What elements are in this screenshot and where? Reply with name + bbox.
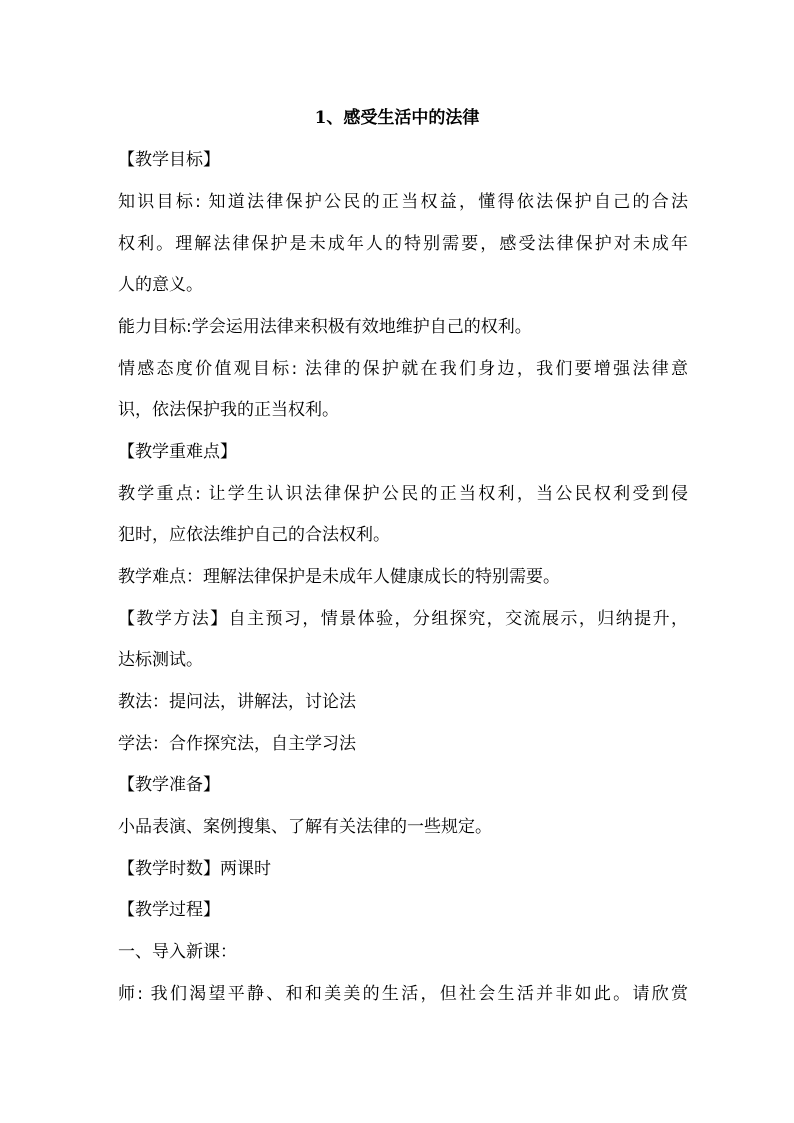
- document-title: 1、感受生活中的法律: [314, 108, 480, 128]
- paragraph-line: 情感态度价值观目标: 法律的保护就在我们身边，我们要增强法律意: [118, 359, 688, 379]
- section-heading-objectives: 【教学目标】: [118, 150, 220, 170]
- paragraph-line: 一、导入新课：: [118, 942, 237, 962]
- paragraph-line: 师: 我们渴望平静、和和美美的生活，但社会生活并非如此。请欣赏: [118, 984, 688, 1004]
- paragraph-line: 能力目标:学会运用法律来积极有效地维护自己的权利。: [118, 317, 532, 337]
- paragraph-line: 人的意义。: [118, 275, 203, 295]
- paragraph-line: 识，依法保护我的正当权利。: [118, 400, 339, 420]
- paragraph-line: 知识目标: 知道法律保护公民的正当权益，懂得依法保护自己的合法: [118, 192, 688, 212]
- paragraph-line: 教法：提问法，讲解法，讨论法: [118, 692, 356, 712]
- section-heading-key-points: 【教学重难点】: [118, 442, 237, 462]
- paragraph-line: 学法：合作探究法，自主学习法: [118, 734, 356, 754]
- paragraph-line: 犯时，应依法维护自己的合法权利。: [118, 525, 390, 545]
- section-heading-preparation: 【教学准备】: [118, 775, 220, 795]
- paragraph-line: 达标测试。: [118, 650, 203, 670]
- section-heading-methods: 【教学方法】自主预习，情景体验，分组探究，交流展示，归纳提升，: [118, 609, 688, 629]
- section-heading-process: 【教学过程】: [118, 900, 220, 920]
- paragraph-line: 教学重点: 让学生认识法律保护公民的正当权利，当公民权利受到侵: [118, 484, 688, 504]
- paragraph-line: 小品表演、案例搜集、了解有关法律的一些规定。: [118, 817, 492, 837]
- paragraph-line: 教学难点：理解法律保护是未成年人健康成长的特别需要。: [118, 567, 560, 587]
- section-heading-hours: 【教学时数】两课时: [118, 859, 271, 879]
- paragraph-line: 权利。理解法律保护是未成年人的特别需要，感受法律保护对未成年: [118, 234, 688, 254]
